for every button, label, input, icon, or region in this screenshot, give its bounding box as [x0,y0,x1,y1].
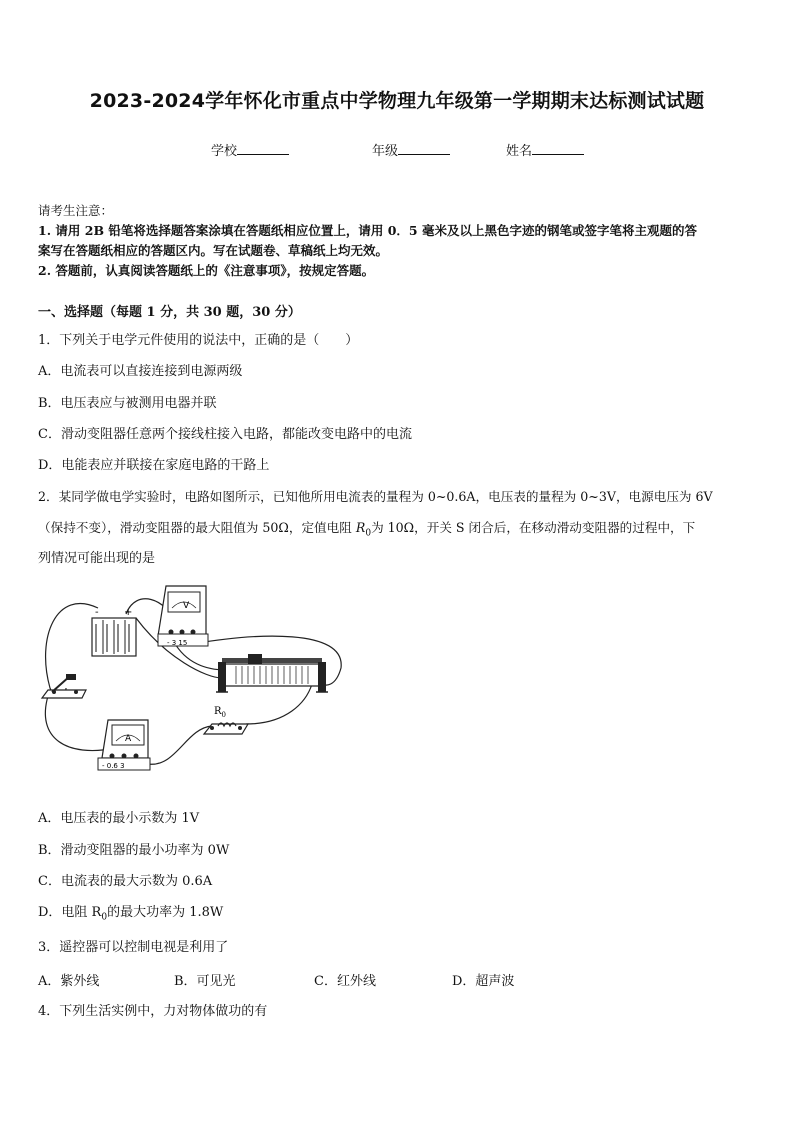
ammeter-label: A [125,734,132,744]
q2-r0-symbol: R [355,520,366,535]
q2-r0-subscript: 0 [365,528,372,539]
rheostat [216,654,328,692]
notice-item-1-line-2: 案写在答题纸相应的答题区内。写在试题卷、草稿纸上均无效。 [38,243,389,258]
voltmeter [158,586,208,646]
notice-block [38,201,758,281]
notice-item-2: 2. 答题前，认真阅读答题纸上的《注意事项》，按规定答题。 [38,263,375,278]
q3-option-d: D．超声波 [452,974,515,989]
notice-heading: 请考生注意： [38,203,114,218]
wire-ammeter-to-r0 [148,726,212,764]
school-label: 学校 [211,144,238,159]
grade-field [372,140,450,159]
q3-stem: 3．遥控器可以控制电视是利用了 [38,940,229,955]
q1-option-a: A．电流表可以直接连接到电源两级 [38,364,243,379]
grade-blank [398,142,450,155]
battery-pack [92,618,136,656]
q2-stem-line-2a: （保持不变），滑动变阻器的最大阻值为 50Ω，定值电阻 [38,520,356,535]
q4-stem: 4．下列生活实例中，力对物体做功的有 [38,1004,268,1019]
q2-stem-line-2 [38,518,762,544]
school-blank [237,142,289,155]
wire-battery-to-switch [46,603,98,697]
q2-option-d-post: 的最大功率为 1.8W [107,905,224,920]
name-label: 姓名 [506,144,533,159]
q3-option-b: B．可见光 [174,974,236,989]
battery-minus-label: - [95,607,99,618]
r0-label: $R_0$ [214,706,226,719]
q2-option-d [38,903,762,928]
q2-stem-line-3: 列情况可能出现的是 [38,551,156,566]
resistor-r0 [204,723,248,734]
q1-option-c: C．滑动变阻器任意两个接线柱接入电路，都能改变电路中的电流 [38,427,412,442]
voltmeter-label: V [183,601,190,611]
wire-r0-to-rheostat [246,684,312,724]
q2-option-d-sub: 0 [101,912,108,923]
grade-label: 年级 [372,144,399,159]
q2-option-c: C．电流表的最大示数为 0.6A [38,874,213,889]
name-blank [532,142,584,155]
school-field [211,140,289,159]
q2-stem-line-2b: 为 10Ω，开关 S 闭合后，在移动滑动变阻器的过程中，下 [371,520,696,535]
name-field [506,140,584,159]
ammeter-terminals: - 0.6 3 [102,762,125,770]
page-title: 2023-2024学年怀化市重点中学物理九年级第一学期期末达标测试试题 [89,90,705,112]
voltmeter-terminals: - 3 15 [167,639,188,647]
q1-option-b: B．电压表应与被测用电器并联 [38,396,217,411]
section-heading: 一、选择题（每题 1 分，共 30 题，30 分） [38,305,301,320]
q3-options [38,970,514,989]
q2-option-d-pre: D．电阻 R [38,905,102,920]
q2-stem-line-1: 2．某同学做电学实验时，电路如图所示，已知他所用电流表的量程为 0~0.6A，电压表的量程为 0~3V，电源电压为 6V [38,489,713,504]
q1-option-d: D．电能表应并联接在家庭电路的干路上 [38,458,270,473]
notice-item-1-line-1: 1. 请用 2B 铅笔将选择题答案涂填在答题纸相应位置上，请用 0．5 毫米及以上黑色字迹的钢笔或签字笔将主观题的答 [38,223,697,238]
battery-plus-label: + [124,607,133,618]
q2-option-a: A．电压表的最小示数为 1V [38,811,200,826]
q3-option-a: A．紫外线 [38,974,100,989]
switch [42,674,86,698]
circuit-diagram [36,578,356,790]
q2-option-b: B．滑动变阻器的最小功率为 0W [38,843,230,858]
q1-stem: 1．下列关于电学元件使用的说法中，正确的是（ ） [38,333,359,348]
q3-option-c: C．红外线 [314,974,376,989]
